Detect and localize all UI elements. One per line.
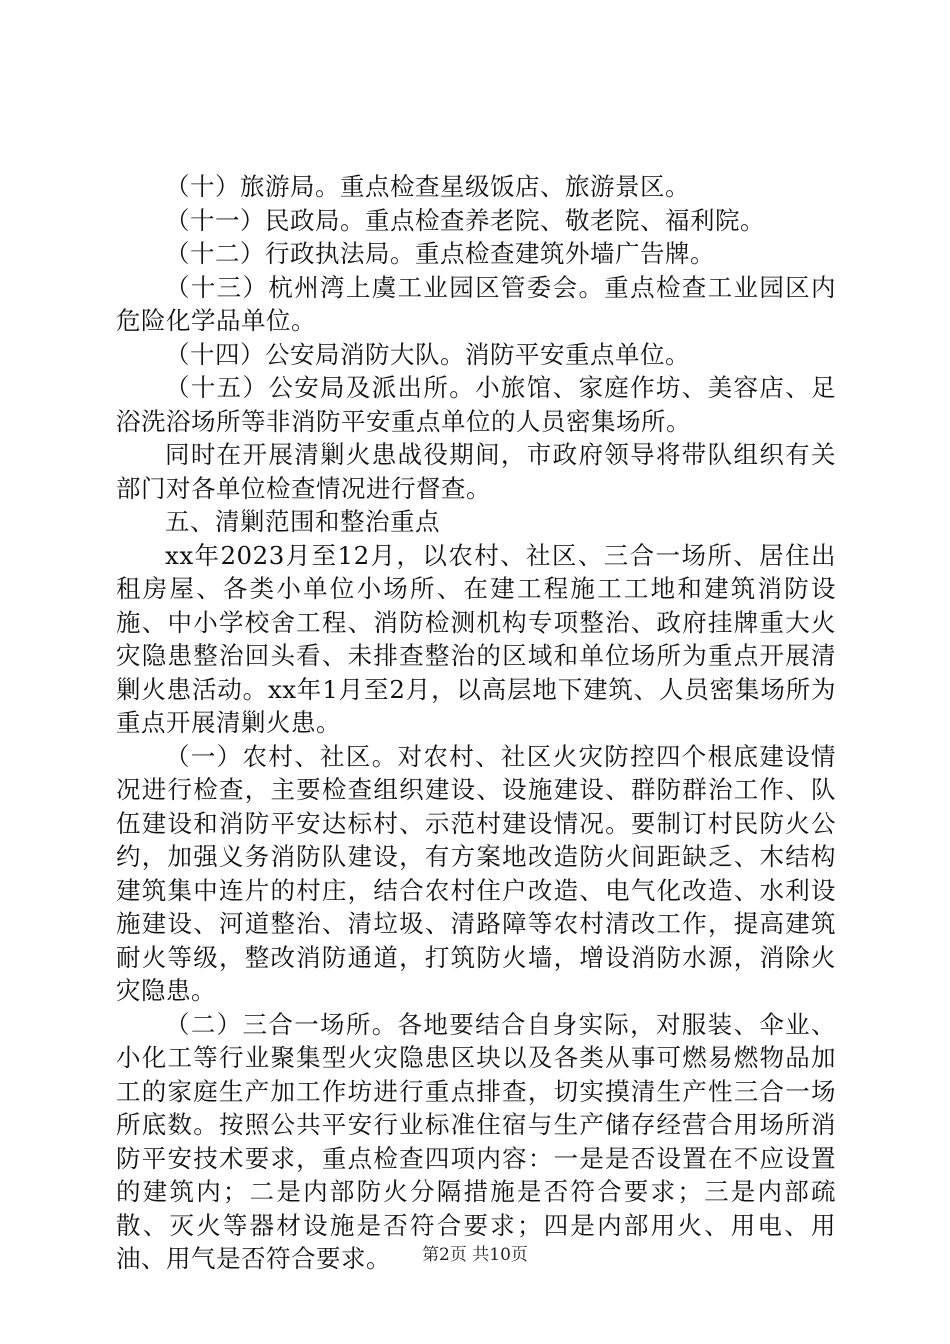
document-body [116, 170, 836, 1276]
paragraph-civil-affairs-bureau: （十一）民政局。重点检查养老院、敬老院、福利院。 [165, 205, 765, 235]
section-heading-scope: 五、清剿范围和整治重点 [165, 507, 440, 536]
paragraph-three-in-one: （二）三合一场所。各地要结合自身实际，对服装、伞业、小化工等行业聚集型火灾隐患区块以及各类从事可燃易燃物品加工的家庭生产加工作坊进行重点排查，切实摸清生产性三合一场所底数。按照公共平安行业标准住宿与生产储存经营合用场所消防平安技术要求，重点检查四项内容：一是是否设置在不应设置的建筑内；二是内部防火分隔措施是否符合要求；三是内部疏散、灭火等器材设施是否符合要求；四是内部用火、用电、用油、用气是否符合要求。 [116, 1009, 836, 1273]
paragraph-police-stations: （十五）公安局及派出所。小旅馆、家庭作坊、美容店、足浴洗浴场所等非消防平安重点单位的人员密集场所。 [116, 373, 836, 436]
paragraph-tourism-bureau: （十）旅游局。重点检查星级饭店、旅游景区。 [165, 172, 690, 201]
paragraph-fire-brigade: （十四）公安局消防大队。消防平安重点单位。 [165, 339, 690, 369]
paragraph-rural-community: （一）农村、社区。对农村、社区火灾防控四个根底建设情况进行检查，主要检查组织建设、设施建设、群防群治工作、队伍建设和消防平安达标村、示范村建设情况。要制订村民防火公约，加强义务消防队建设，有方案地改造防火间距缺乏、木结构建筑集中连片的村庄，结合农村住户改造、电气化改造、水利设施建设、河道整治、清垃圾、清路障等农村清改工作，提高建筑耐火等级，整改消防通道，打筑防火墙，增设消防水源，消除火灾隐患。 [116, 741, 836, 1005]
paragraph-administrative-law-enforcement: （十二）行政执法局。重点检查建筑外墙广告牌。 [165, 239, 715, 268]
paragraph-supervision: 同时在开展清剿火患战役期间，市政府领导将带队组织有关部门对各单位检查情况进行督查。 [116, 440, 836, 503]
page-number-footer: 第2页 共10页 [422, 1245, 528, 1265]
paragraph-industrial-park-committee: （十三）杭州湾上虞工业园区管委会。重点检查工业园区内危险化学品单位。 [116, 272, 836, 335]
paragraph-schedule: xx年2023月至12月，以农村、社区、三合一场所、居住出租房屋、各类小单位小场所、在建工程施工工地和建筑消防设施、中小学校舍工程、消防检测机构专项整治、政府挂牌重大火灾隐患整治回头看、未排查整治的区域和单位场所为重点开展清剿火患活动。xx年1月至2月，以高层地下建筑、人员密集场所为重点开展清剿火患。 [116, 540, 836, 737]
